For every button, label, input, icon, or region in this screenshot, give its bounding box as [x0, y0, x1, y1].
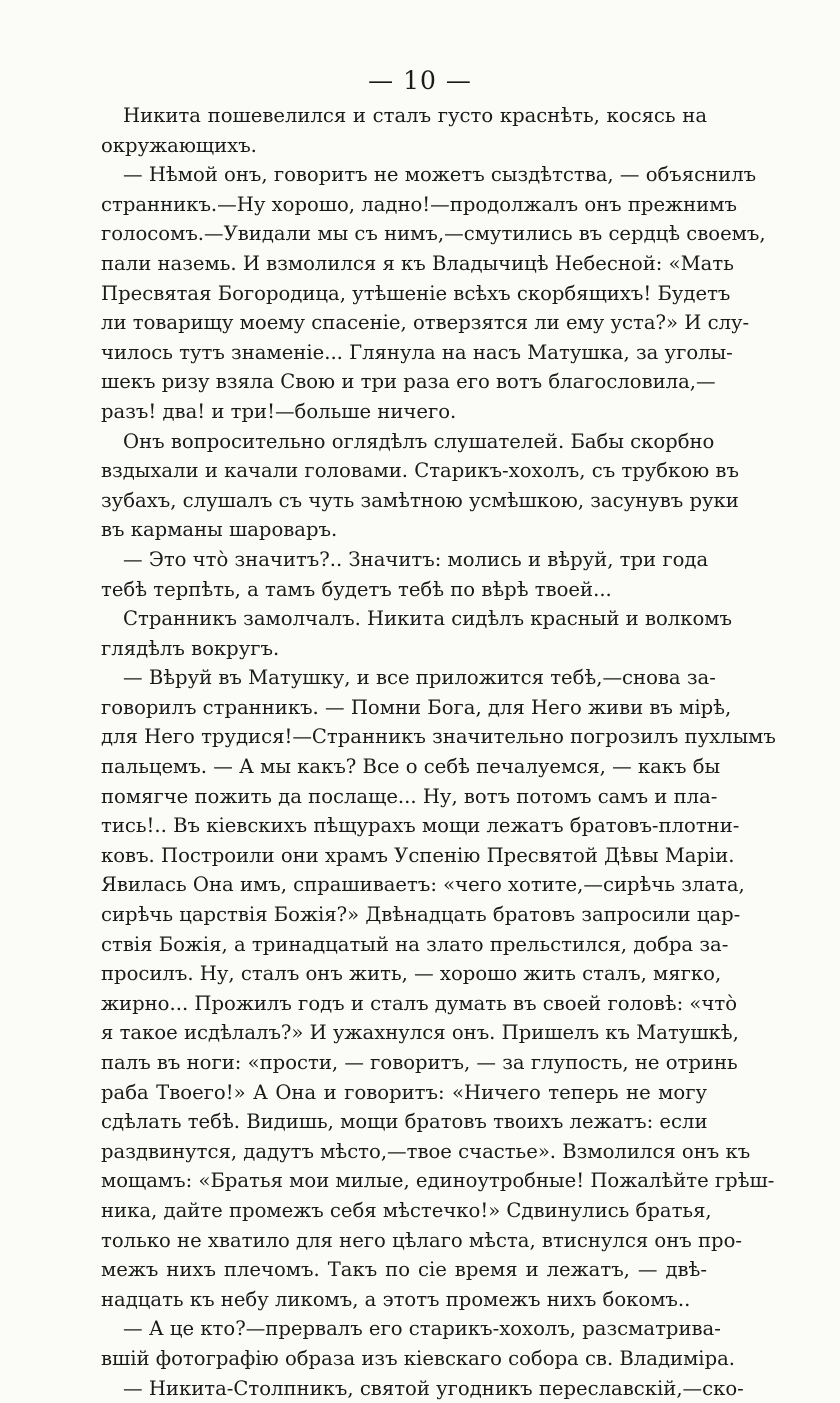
paragraph: [101, 545, 707, 604]
text-line: — А це кто?—прервалъ его старикъ-хохолъ, разсматрива-: [123, 1317, 721, 1341]
paragraph: [101, 101, 707, 160]
text-line: раздвинутся, дадутъ мѣсто,—твое счастье». Взмолился онъ къ: [101, 1139, 751, 1163]
text-line: раба Твоего!» А Она и говоритъ: «Ничего теперь не могу: [101, 1080, 707, 1104]
text-line: Онъ вопросительно оглядѣлъ слушателей. Бабы скорбно: [123, 429, 715, 453]
text-line: мощамъ: «Братья мои милые, единоутробные! Пожалѣйте грѣш-: [101, 1169, 775, 1193]
text-line: надцать къ небу ликомъ, а этотъ промежъ нихъ бокомъ..: [101, 1287, 691, 1311]
text-line: Никита пошевелился и сталъ густо краснѣть, косясь на: [123, 104, 707, 127]
text-line: — Нѣмой онъ, говоритъ не можетъ сыздѣтства, — объяснилъ: [123, 163, 757, 187]
text-line: только не хватило для него цѣлаго мѣста, втиснулся онъ про-: [101, 1228, 742, 1252]
paragraph: [101, 427, 739, 545]
page-number: — 10 —: [368, 66, 472, 95]
text-line: въ карманы шароваръ.: [101, 518, 338, 542]
text-line: вздыхали и качали головами. Старикъ-хохолъ, съ трубкою въ: [101, 459, 739, 483]
text-line: Пресвятая Богородица, утѣшеніе всѣхъ скорбящихъ! Будетъ: [101, 281, 731, 305]
paragraph: [101, 1374, 744, 1403]
text-line: сдѣлать тебѣ. Видишь, мощи братовъ твоихъ лежатъ: если: [101, 1110, 708, 1134]
paragraph: [101, 160, 766, 426]
text-line: странникъ.—Ну хорошо, ладно!—продолжалъ онъ прежнимъ: [101, 192, 737, 216]
text-line: пали наземь. И взмолился я къ Владычицѣ Небесной: «Мать: [101, 251, 734, 275]
text-line: — Это что̀ значитъ?.. Значитъ: молись и вѣруй, три года: [123, 547, 709, 571]
text-line: тись!.. Въ кіевскихъ пѣщурахъ мощи лежатъ братовъ-плотни-: [101, 814, 740, 838]
text-line: тебѣ терпѣть, а тамъ будетъ тебѣ по вѣрѣ твоей...: [101, 577, 612, 601]
text-line: зубахъ, слушалъ съ чуть замѣтною усмѣшкою, засунувъ руки: [101, 488, 739, 512]
text-line: Явилась Она имъ, спрашиваетъ: «чего хотите,—сирѣчь злата,: [101, 873, 745, 897]
text-line: ника, дайте промежъ себя мѣстечко!» Сдвинулись братья,: [101, 1198, 712, 1222]
text-line: шекъ ризу взяла Свою и три раза его вотъ благословила,—: [101, 370, 716, 394]
text-line: для Него трудися!—Странникъ значительно погрозилъ пухлымъ: [101, 725, 776, 749]
text-line: Странникъ замолчалъ. Никита сидѣлъ красный и волкомъ: [123, 607, 732, 631]
text-line: межъ нихъ плечомъ. Такъ по сіе время и лежатъ, — двѣ-: [101, 1258, 707, 1282]
text-line: разъ! два! и три!—больше ничего.: [101, 399, 457, 423]
paragraph: [101, 663, 776, 1314]
text-line: помягче пожить да послаще... Ну, вотъ потомъ самъ и пла-: [101, 784, 718, 808]
text-body: [101, 101, 776, 1403]
text-line: окружающихъ.: [101, 133, 257, 157]
text-line: — Вѣруй въ Матушку, и все приложится тебѣ,—снова за-: [123, 666, 716, 690]
text-line: глядѣлъ вокругъ.: [101, 636, 280, 660]
text-line: я такое исдѣлалъ?» И ужахнулся онъ. Пришелъ къ Матушкѣ,: [101, 1021, 739, 1045]
text-line: голосомъ.—Увидали мы съ нимъ,—смутились въ сердцѣ своемъ,: [101, 222, 766, 246]
text-line: ствія Божія, а тринадцатый на злато прельстился, добра за-: [101, 932, 729, 956]
text-line: говорилъ странникъ. — Помни Бога, для Него живи въ мірѣ,: [101, 695, 732, 719]
text-line: пальцемъ. — А мы какъ? Все о себѣ печалуемся, — какъ бы: [101, 755, 721, 779]
text-line: просилъ. Ну, сталъ онъ жить, — хорошо жить сталъ, мягко,: [101, 962, 722, 986]
text-line: — Никита-Столпникъ, святой угодникъ переславскій,—ско-: [123, 1376, 744, 1400]
text-line: вшій фотографію образа изъ кіевскаго собора св. Владиміра.: [101, 1346, 736, 1370]
text-line: палъ въ ноги: «прости, — говоритъ, — за глупость, не отринь: [101, 1051, 738, 1074]
text-line: ли товарищу моему спасеніе, отверзятся ли ему уста?» И слу-: [101, 311, 750, 335]
text-line: сирѣчь царствія Божія?» Двѣнадцать братовъ запросили цар-: [101, 903, 741, 927]
text-line: чилось тутъ знаменіе... Глянула на насъ Матушка, за уголы-: [101, 340, 733, 364]
text-line: жирно... Прожилъ годъ и сталъ думать въ своей головѣ: «что̀: [101, 991, 738, 1015]
paragraph: [101, 604, 732, 663]
paragraph: [101, 1314, 736, 1373]
text-line: ковъ. Построили они храмъ Успенію Пресвятой Дѣвы Маріи.: [101, 843, 735, 867]
